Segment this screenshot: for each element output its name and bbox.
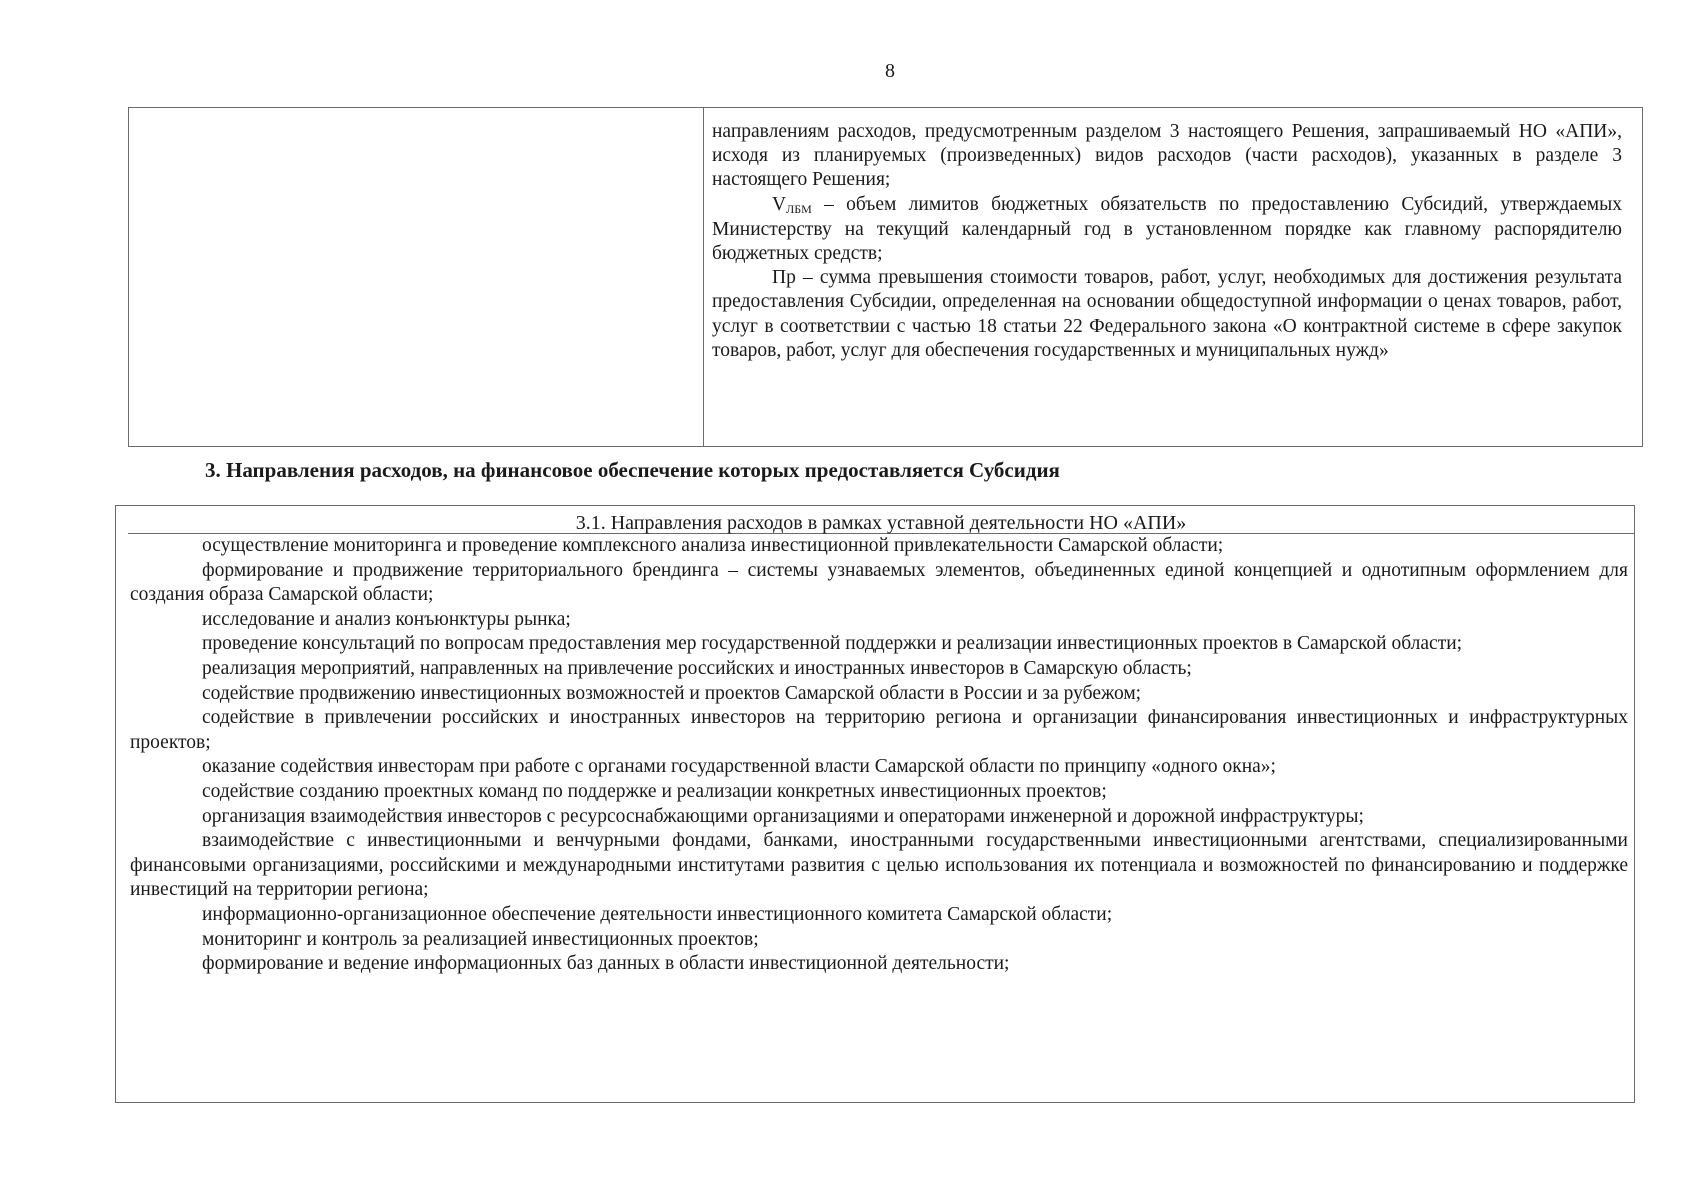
list-item: оказание содействия инвесторам при работе с органами государственной власти Самарской области по принципу «одного окна»; (202, 756, 1276, 778)
list-item: информационно-организационное обеспечение деятельности инвестиционного комитета Самарской области; (202, 903, 1113, 925)
list-item: содействие созданию проектных команд по поддержке и реализации конкретных инвестиционных проектов; (202, 780, 1107, 802)
formula-paragraph-3: Пр – сумма превышения стоимости товаров, работ, услуг, необходимых для достижения результата предоставления Субсидии, определенная на основании общедоступной информации о ценах товаров, работ, услуг в соответствии с частью 18 статьи 22 Федерального закона «О контрактной системе в сфере закупок товаров, работ, услуг для обеспечения государственных и муниципальных нужд» (712, 267, 1622, 361)
list-item: организация взаимодействия инвесторов с ресурсоснабжающими организациями и операторами инженерной и дорожной инфраструктуры; (202, 805, 1364, 827)
page-number: 8 (885, 60, 895, 82)
variable-definition: – объем лимитов бюджетных обязательств по предоставлению Субсидий, утверждаемых Министерству на текущий календарный год в установленном порядке как главному распорядителю бюджетных средств; (712, 193, 1622, 265)
list-item: проведение консультаций по вопросам предоставления мер государственной поддержки и реализации инвестиционных проектов в Самарской области; (202, 633, 1463, 655)
formula-paragraph-1: направлениям расходов, предусмотренным разделом 3 настоящего Решения, запрашиваемый НО «АПИ», исходя из планируемых (произведенных) видов расходов (части расходов), указанных в разделе 3 настоящего Решения; (712, 121, 1622, 191)
variable-subscript: ЛБМ (786, 201, 812, 216)
table-body (116, 534, 1634, 977)
upper-table-left-cell (129, 108, 704, 446)
list-item: осуществление мониторинга и проведение комплексного анализа инвестиционной привлекательности Самарской области; (202, 535, 1224, 556)
list-item: реализация мероприятий, направленных на привлечение российских и иностранных инвесторов в Самарскую область; (202, 657, 1192, 679)
expense-directions-table (115, 505, 1635, 1103)
variable-symbol: V (772, 193, 787, 215)
list-item: исследование и анализ конъюнктуры рынка; (202, 608, 571, 630)
upper-table-right-cell (712, 120, 1622, 363)
list-item: содействие продвижению инвестиционных возможностей и проектов Самарской области в России и за рубежом; (202, 682, 1142, 704)
upper-table (128, 107, 1643, 447)
list-item: мониторинг и контроль за реализацией инвестиционных проектов; (202, 928, 759, 950)
list-item: содействие в привлечении российских и иностранных инвесторов на территорию региона и организации финансирования инвестиционных и инфраструктурных проектов; (130, 707, 1628, 753)
list-item: взаимодействие с инвестиционными и венчурными фондами, банками, иностранными государственными инвестиционными агентствами, специализированными финансовыми организациями, российскими и международными институтами развития с целью использования их потенциала и возможностей по финансированию и поддержке инвестиций на территории региона; (130, 830, 1628, 901)
list-item: формирование и продвижение территориального брендинга – системы узнаваемых элементов, объединенных единой концепцией и однотипным оформлением для создания образа Самарской области; (130, 559, 1628, 606)
list-item: формирование и ведение информационных баз данных в области инвестиционной деятельности; (202, 953, 1010, 975)
table-header: 3.1. Направления расходов в рамках уставной деятельности НО «АПИ» (128, 506, 1634, 534)
formula-paragraph-2 (712, 193, 1622, 267)
section-heading: 3. Направления расходов, на финансовое обеспечение которых предоставляется Субсидия (205, 458, 1060, 482)
